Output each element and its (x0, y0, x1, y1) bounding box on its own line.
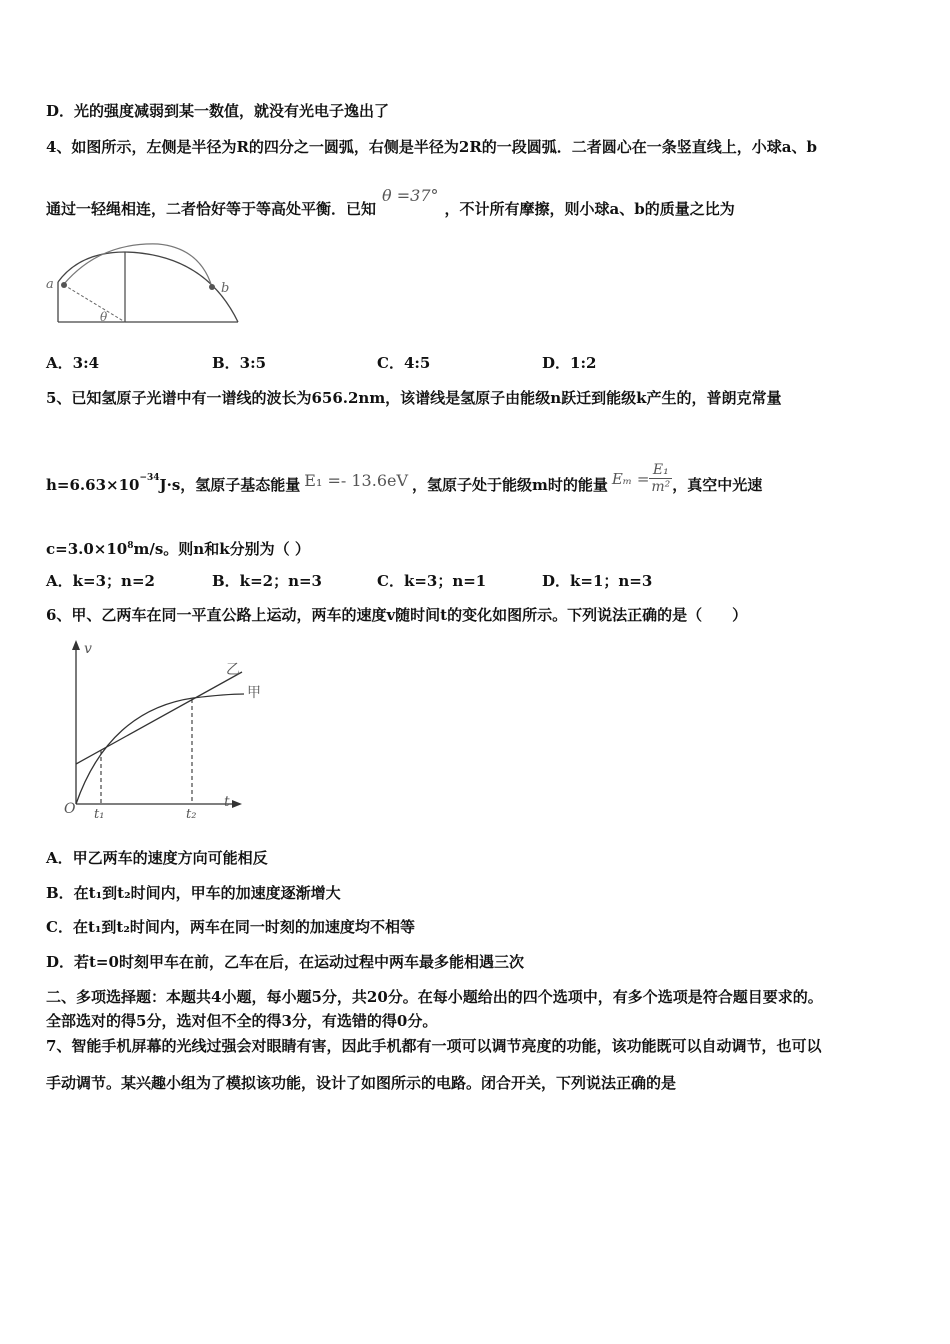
q4-rope (64, 244, 212, 287)
q4-arc-figure (40, 232, 250, 332)
q5-end-text: ，真空中光速 (672, 476, 763, 494)
q4-option-d: D．1:2 (542, 354, 597, 372)
q5-stem-line2 (46, 462, 762, 502)
q4-option-b: B．3:5 (212, 354, 267, 372)
q5-c-exponent: 8 (127, 541, 134, 551)
q5-stem-line1: 5、已知氢原子光谱中有一谱线的波长为656.2nm，该谱线是氢原子由能级n跃迁到能级k产生的，普朗克常量 (46, 389, 782, 407)
q5-stem-line3 (46, 536, 310, 559)
q4-option-a: A．3:4 (46, 354, 100, 372)
section2-header-line2: 全部选对的得5分，选对但不全的得3分，有选错的得0分。 (46, 1012, 438, 1030)
q5-option-a: A．k=3；n=2 (46, 572, 155, 590)
q5-em-lhs: Eₘ = (611, 470, 650, 488)
section2-header-line1: 二、多项选择题：本题共4小题，每小题5分，共20分。在每小题给出的四个选项中，有多个选项是符合题目要求的。 (46, 988, 823, 1006)
q6-stem: 6、甲、乙两车在同一平直公路上运动，两车的速度v随时间t的变化如图所示。下列说法正确的是（ ） (46, 606, 748, 624)
q7-stem-line2: 手动调节。某兴趣小组为了模拟该功能，设计了如图所示的电路。闭合开关，下列说法正确的是 (46, 1074, 677, 1092)
q6-label-t2: t₂ (186, 807, 197, 822)
q4-label-b: b (221, 281, 230, 296)
q4-ball-a (61, 282, 67, 288)
q6-label-yi: 乙 (226, 662, 240, 678)
q4-label-theta: θ (100, 310, 108, 324)
q5-c-rest: m/s。则n和k分别为（ ） (133, 540, 310, 558)
q4-stem-line1: 4、如图所示，左侧是半径为R的四分之一圆弧，右侧是半径为2R的一段圆弧．二者圆心在一条竖直线上，小球a、b (46, 138, 818, 156)
q6-label-v: v (84, 641, 92, 657)
q4-option-c: C．4:5 (377, 354, 431, 372)
q4-stem-text-b: ，不计所有摩擦，则小球a、b的质量之比为 (444, 200, 735, 218)
q6-t-axis-arrow (232, 800, 242, 808)
q6-vt-graph (58, 636, 278, 826)
q4-quarter-arc (58, 252, 125, 282)
q5-em-denominator: m² (651, 478, 671, 495)
q6-option-b: B．在t₁到t₂时间内，甲车的加速度逐渐增大 (46, 884, 341, 902)
q6-label-t: t (224, 794, 230, 810)
q4-stem-text-a: 通过一轻绳相连，二者恰好等于等高处平衡．已知 (46, 200, 377, 218)
q5-option-b: B．k=2；n=3 (212, 572, 322, 590)
q4-dashed-radius (64, 285, 125, 322)
q4-theta-formula: θ =37° (382, 186, 439, 205)
q5-option-d: D．k=1；n=3 (542, 572, 653, 590)
q5-h-text: h=6.63×10 (46, 476, 140, 494)
q6-label-t1: t₁ (94, 807, 105, 822)
q4-label-a: a (46, 277, 54, 292)
q5-e1-formula: E₁ =- 13.6eV (304, 471, 409, 490)
q6-option-a: A．甲乙两车的速度方向可能相反 (46, 849, 268, 867)
q6-label-origin: O (64, 801, 76, 817)
q5-option-c: C．k=3；n=1 (377, 572, 487, 590)
q5-mid-text: ，氢原子处于能级m时的能量 (412, 476, 608, 494)
q5-h-exponent: −34 (139, 473, 160, 483)
q4-ball-b (209, 284, 215, 290)
q6-label-jia: 甲 (247, 685, 261, 701)
q7-stem-line1: 7、智能手机屏幕的光线过强会对眼睛有害，因此手机都有一项可以调节亮度的功能，该功能既可以自动调节，也可以 (46, 1037, 822, 1055)
q5-em-numerator: E₁ (649, 462, 672, 479)
q6-option-d: D．若t=0时刻甲车在前，乙车在后，在运动过程中两车最多能相遇三次 (46, 953, 524, 971)
q5-h-unit: J·s，氢原子基态能量 (159, 476, 301, 494)
q5-em-fraction (649, 462, 672, 495)
q5-c-text: c=3.0×10 (46, 540, 128, 558)
q6-option-c: C．在t₁到t₂时间内，两车在同一时刻的加速度均不相等 (46, 918, 415, 936)
q4-stem-line2 (46, 186, 735, 219)
q3-option-d: D．光的强度减弱到某一数值，就没有光电子逸出了 (46, 102, 390, 120)
q6-v-axis-arrow (72, 640, 80, 650)
